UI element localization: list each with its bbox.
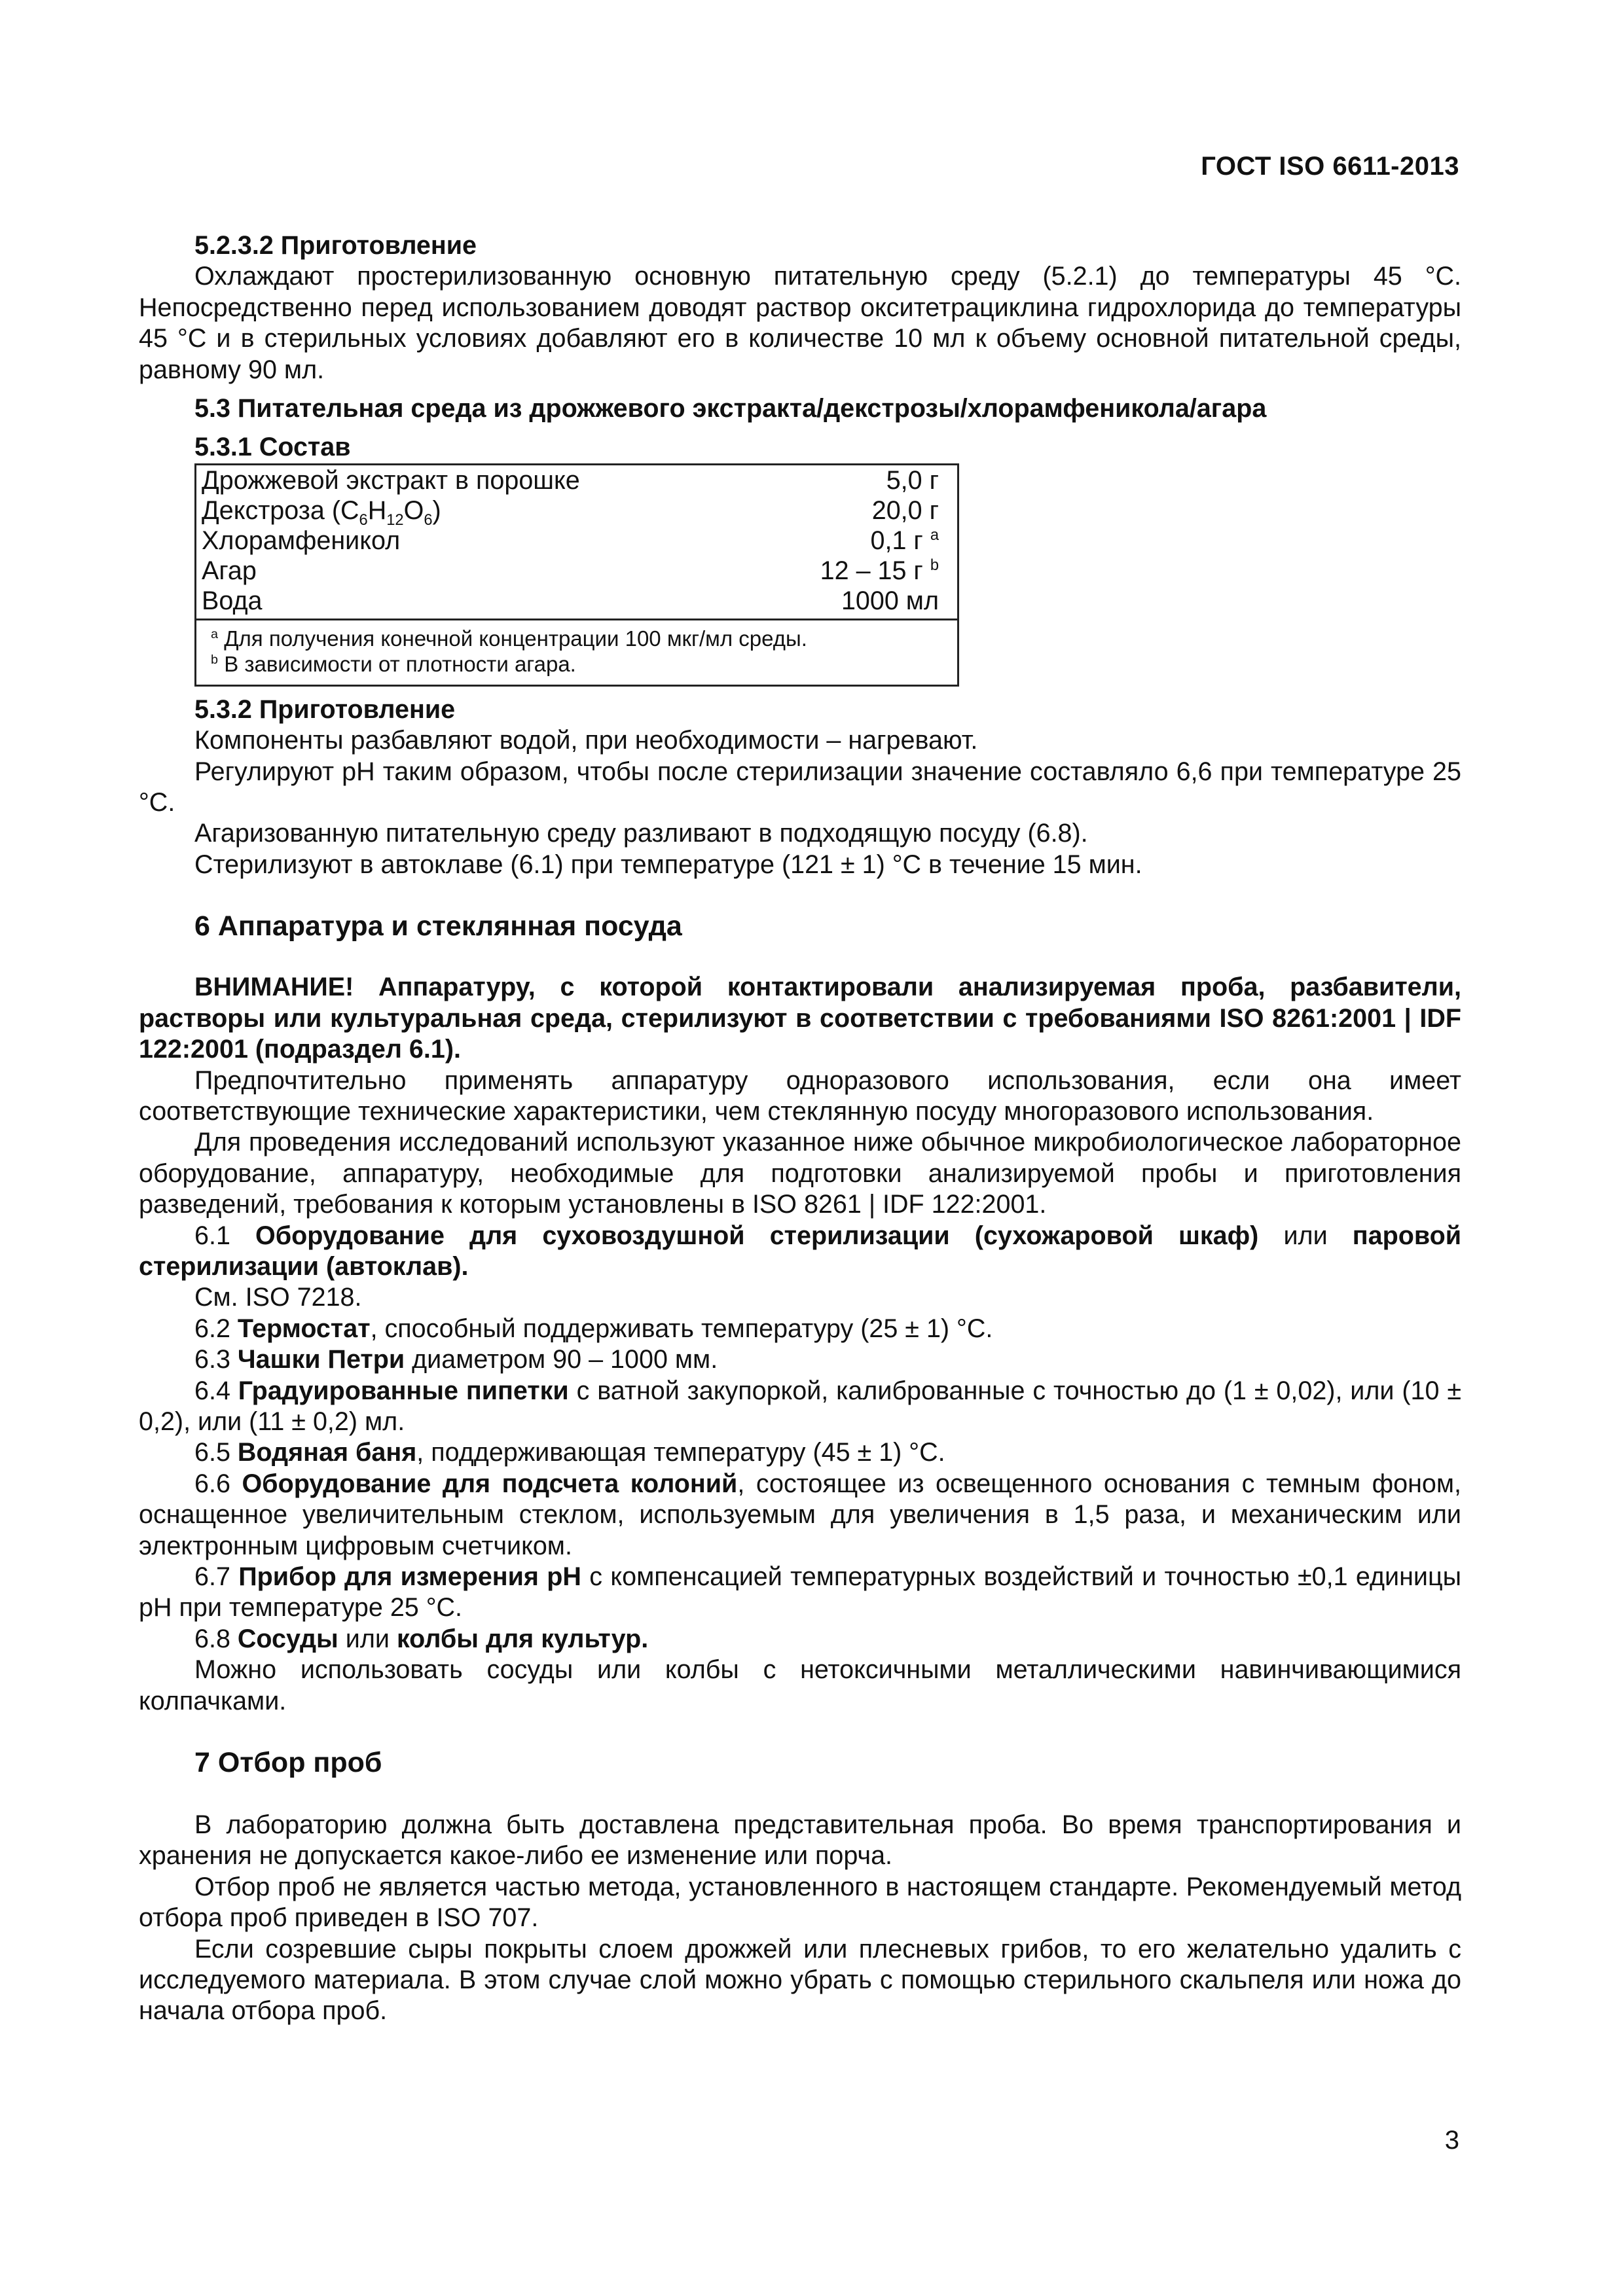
table-footnotes <box>196 619 958 685</box>
ingredient-amount: 0,1 г $^a$ <box>870 526 939 555</box>
item-6-5: 6.5 Водяная баня, поддерживающая температуру (45 ± 1) °С. <box>194 1438 945 1467</box>
item-6-2: 6.2 Термостат, способный поддерживать температуру (25 ± 1) °С. <box>194 1314 993 1343</box>
item-6-3: 6.3 Чашки Петри диаметром 90 – 1000 мм. <box>194 1345 718 1374</box>
paragraph-6-2: Для проведения исследований используют указанное ниже обычное микробиологическое лабораторное оборудование, аппаратуру, необходимые для подготовки анализируемой пробы и приготовления разведений, требования к которым установлены в ISO 8261 | IDF 122:2001. <box>139 1128 1461 1219</box>
paragraph-7-1: В лабораторию должна быть доставлена представительная проба. Во время транспортирования и хранения не допускается какое-либо ее изменение или порча. <box>139 1810 1461 1871</box>
paragraph-7-3: Если созревшие сыры покрыты слоем дрожжей или плесневых грибов, то его желательно удалить с исследуемого материала. В этом случае слой можно убрать с помощью стерильного скальпеля или ножа до начала отбора проб. <box>139 1934 1461 2026</box>
warning-paragraph: ВНИМАНИЕ! Аппаратуру, с которой контактировали анализируемая проба, разбавители, растворы или культуральная среда, стерилизуют в соответствии с требованиями ISO 8261:2001 | IDF 122:2001 (подраздел 6.1). <box>139 973 1461 1064</box>
ingredient-name: Агар <box>202 556 257 585</box>
footnote-b: $^b$ В зависимости от плотности агара. <box>211 651 576 676</box>
ingredient-name: Дрожжевой экстракт в порошке <box>202 465 580 495</box>
item-6-8-note: Можно использовать сосуды или колбы с нетоксичными металлическими навинчивающимися колпачками. <box>139 1655 1461 1715</box>
paragraph-5-3-2-3: Агаризованную питательную среду разливают в подходящую посуду (6.8). <box>194 819 1088 848</box>
heading-5-3-1: 5.3.1 Состав <box>194 433 351 462</box>
page-content <box>139 230 1461 2027</box>
item-6-8: 6.8 Сосуды или колбы для культур. <box>194 1624 649 1653</box>
paragraph-7-2: Отбор проб не является частью метода, установленного в настоящем стандарте. Рекомендуемый метод отбора проб приведен в ISO 707. <box>139 1872 1461 1933</box>
table-row <box>196 586 958 620</box>
ingredient-amount: 5,0 г <box>886 465 939 495</box>
paragraph-5-3-2-2: Регулируют pH таким образом, чтобы после стерилизации значение составляло 6,6 при температуре 25 °С. <box>139 757 1461 817</box>
item-6-7: 6.7 Прибор для измерения pH с компенсацией температурных воздействий и точностью ±0,1 единицы pH при температуре 25 °С. <box>139 1562 1462 1623</box>
table-row <box>196 464 958 495</box>
paragraph-5-3-2-1: Компоненты разбавляют водой, при необходимости – нагревают. <box>194 726 978 755</box>
item-6-1: 6.1 Оборудование для суховоздушной стерилизации (сухожаровой шкаф) или паровой стерилизации (автоклав). <box>139 1221 1462 1281</box>
standard-code: ГОСТ ISO 6611-2013 <box>1201 152 1459 181</box>
paragraph-5-3-2-4: Стерилизуют в автоклаве (6.1) при температуре (121 ± 1) °С в течение 15 мин. <box>194 850 1142 879</box>
footnote-mark: b <box>930 556 939 574</box>
page-number: 3 <box>1444 2126 1459 2155</box>
ingredient-amount: 20,0 г <box>871 495 939 525</box>
heading-5-3-2: 5.3.2 Приготовление <box>194 694 456 724</box>
heading-5-3: 5.3 Питательная среда из дрожжевого экстракта/декстрозы/хлорамфеникола/агара <box>194 394 1267 423</box>
heading-section-7: 7 Отбор проб <box>194 1747 382 1779</box>
ingredient-name: Хлорамфеникол <box>202 526 401 555</box>
table-row <box>196 526 958 556</box>
heading-5-2-3-2: 5.2.3.2 Приготовление <box>194 231 477 260</box>
composition-table <box>194 463 959 687</box>
table-row <box>196 556 958 586</box>
footnote-mark: a <box>930 526 939 544</box>
paragraph-6-1: Предпочтительно применять аппаратуру одноразового использования, если она имеет соответствующие технические характеристики, чем стеклянную посуду многоразового использования. <box>139 1066 1461 1126</box>
paragraph-5-2-3-2: Охлаждают простерилизованную основную питательную среду (5.2.1) до температуры 45 °С. Непосредственно перед использованием доводят раствор окситетрациклина гидрохлорида до температуры 45 °С и в стерильных условиях добавляют его в количестве 10 мл к объему основной питательной среды, равному 90 мл. <box>139 262 1461 384</box>
item-6-1-reference: См. ISO 7218. <box>194 1283 362 1312</box>
ingredient-name: Декстроза $(C_6H_{12}O_6)$ <box>202 495 441 529</box>
ingredient-amount: 12 – 15 г $^b$ <box>820 556 939 585</box>
heading-section-6: 6 Аппаратура и стеклянная посуда <box>194 910 682 942</box>
table-row <box>196 495 958 526</box>
item-6-6: 6.6 Оборудование для подсчета колоний, состоящее из освещенного основания с темным фоном, оснащенное увеличительным стеклом, используемым для увеличения в 1,5 раза, и механическим или электронным цифровым счетчиком. <box>139 1469 1461 1560</box>
item-6-4: 6.4 Градуированные пипетки с ватной закупоркой, калиброванные с точностью до (1 ± 0,02), или (10 ± 0,2), или (11 ± 0,2) мл. <box>139 1376 1461 1436</box>
ingredient-name: Вода <box>202 586 263 615</box>
ingredient-amount: 1000 мл <box>841 586 939 615</box>
footnote-a: $^a$ Для получения конечной концентрации 100 мкг/мл среды. <box>211 626 807 651</box>
